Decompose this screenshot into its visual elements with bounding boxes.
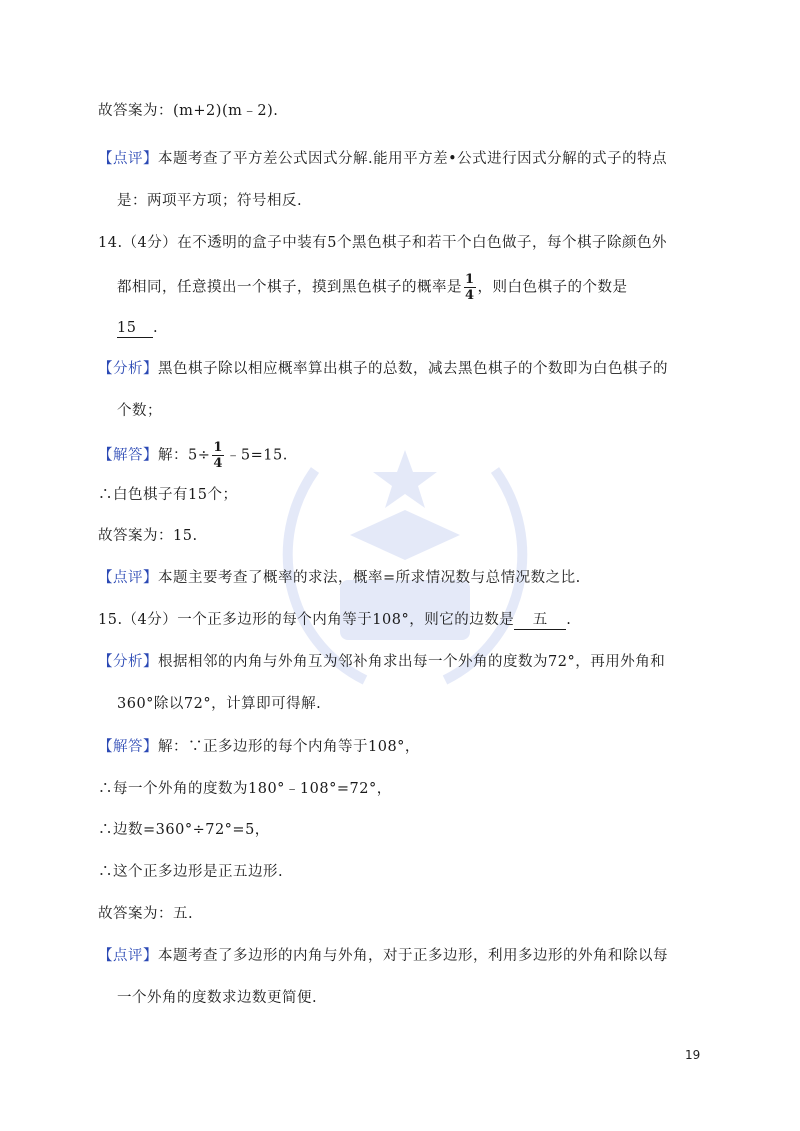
solution-tag: 【解答】 [98, 447, 158, 464]
question-15-step-2: ∴边数=360°÷72°=5， [98, 822, 270, 838]
question-14-analysis: 【分析】黑色棋子除以相应概率算出棋子的总数，减去黑色棋子的个数即为白色棋子的 [98, 361, 668, 377]
question-15-analysis: 【分析】根据相邻的内角与外角互为邻补角求出每一个外角的度数为72°，再用外角和 [98, 654, 666, 670]
question-15-final-answer: 故答案为：五. [98, 906, 194, 922]
question-15-analysis-cont: 360°除以72°，计算即可得解. [117, 696, 322, 712]
review-tag: 【点评】 [98, 570, 158, 586]
question-15-step-3: ∴这个正多边形是正五边形. [98, 864, 284, 880]
review-line: 【点评】本题考查了平方差公式因式分解.能用平方差•公式进行因式分解的式子的特点 [98, 151, 668, 167]
question-15-review: 【点评】本题考查了多边形的内角与外角，对于正多边形，利用多边形的外角和除以每 [98, 948, 668, 964]
question-15-line-1: 15.（4分）一个正多边形的每个内角等于108°，则它的边数是 五 . [98, 612, 572, 628]
question-15-step-1: ∴每一个外角的度数为180°﹣108°=72°， [98, 781, 392, 797]
question-14-therefore: ∴白色棋子有15个； [98, 487, 238, 503]
solution-tag: 【解答】 [98, 739, 158, 755]
answer-blank: 15 [117, 319, 153, 338]
question-15-solution: 【解答】解：∵正多边形的每个内角等于108°， [98, 739, 420, 755]
review-tag: 【点评】 [98, 151, 158, 167]
question-14-line-1: 14.（4分）在不透明的盒子中装有5个黑色棋子和若干个白色做子，每个棋子除颜色外 [98, 235, 668, 251]
question-14-final-answer: 故答案为：15. [98, 528, 198, 544]
question-14-line-2: 都相同，任意摸出一个棋子，摸到黑色棋子的概率是 $\frac{1}{4}$ ，则白色棋子的个数是 [117, 272, 628, 303]
answer-line: 故答案为：(m+2)(m﹣2). [98, 103, 279, 119]
analysis-tag: 【分析】 [98, 654, 158, 670]
question-14-solution: 【解答】解：5÷ $\frac{1}{4}$ ﹣5=15. [98, 440, 288, 471]
probability-fraction: $\frac{1}{4}$ [465, 272, 475, 303]
question-14-answer-line: 15 . [117, 320, 159, 336]
answer-blank: 五 [514, 611, 566, 630]
review-line-cont: 是：两项平方项；符号相反. [117, 193, 303, 209]
review-tag: 【点评】 [98, 948, 158, 964]
solution-fraction: $\frac{1}{4}$ [213, 440, 223, 471]
question-15-review-cont: 一个外角的度数求边数更简便. [117, 990, 318, 1006]
question-14-analysis-cont: 个数； [117, 403, 162, 419]
analysis-tag: 【分析】 [98, 361, 158, 377]
page-number: 19 [685, 1048, 701, 1062]
question-14-review: 【点评】本题主要考查了概率的求法，概率=所求情况数与总情况数之比. [98, 570, 581, 586]
